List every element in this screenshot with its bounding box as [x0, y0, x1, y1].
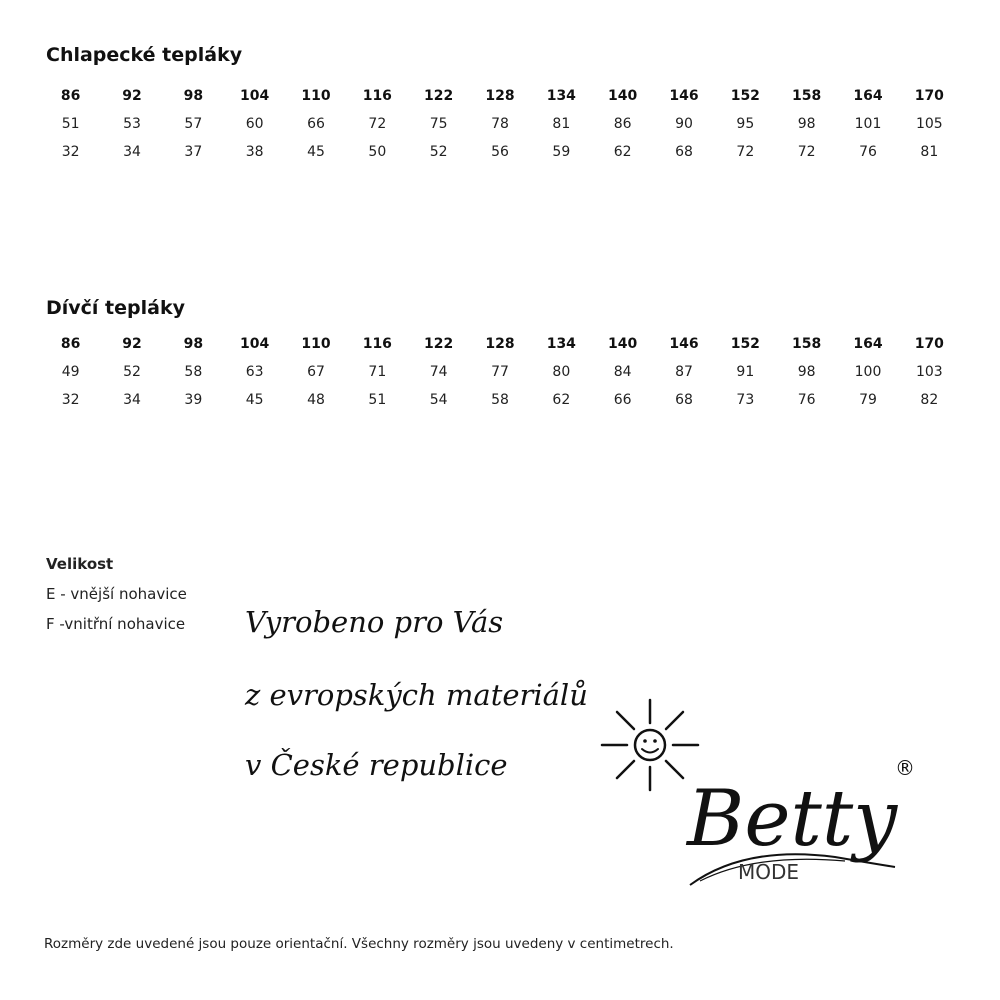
- girls-inner-cell: 82: [920, 392, 939, 408]
- boys-outer-cell: 51: [61, 116, 80, 132]
- boys-inner-cell: 38: [245, 144, 264, 160]
- girls-inner-cell: 58: [491, 392, 509, 408]
- girls-size-cell: 158: [792, 336, 822, 352]
- boys-size-cell: 158: [792, 88, 822, 104]
- boys-size-cell: 98: [183, 88, 204, 104]
- girls-inner-cell: 62: [552, 392, 571, 408]
- boys-inner-cell: 34: [123, 144, 141, 160]
- boys-size-cell: 140: [608, 88, 638, 104]
- girls-size-cell: 104: [240, 336, 270, 352]
- girls-size-cell: 128: [485, 336, 515, 352]
- girls-size-cell: 110: [301, 336, 331, 352]
- girls-inner-cell: 73: [736, 392, 755, 408]
- girls-size-cell: 146: [669, 336, 699, 352]
- girls-inner-cell: 39: [184, 392, 203, 408]
- girls-inner-cell: 54: [429, 392, 448, 408]
- girls-outer-cell: 103: [915, 364, 943, 380]
- boys-size-cell: 122: [424, 88, 454, 104]
- boys-inner-cell: 62: [613, 144, 632, 160]
- boys-outer-cell: 60: [245, 116, 264, 132]
- girls-outer-cell: 71: [368, 364, 387, 380]
- boys-outer-cell: 72: [368, 116, 387, 132]
- girls-size-cell: 134: [546, 336, 576, 352]
- boys-inner-cell: 52: [429, 144, 448, 160]
- boys-outer-cell: 78: [491, 116, 509, 132]
- boys-outer-cell: 66: [307, 116, 325, 132]
- boys-size-cell: 170: [914, 88, 944, 104]
- legend-title: [46, 555, 113, 573]
- sun-smile-icon: [602, 700, 698, 790]
- girls-inner-cell: 76: [797, 392, 816, 408]
- girls-size-cell: 92: [122, 336, 142, 352]
- girls-outer-cell: 58: [184, 364, 203, 380]
- girls-size-table: [40, 330, 960, 414]
- boys-size-cell: 146: [669, 88, 699, 104]
- girls-outer-cell: 49: [61, 364, 80, 380]
- girls-outer-cell: 74: [429, 364, 448, 380]
- girls-inner-cell: 48: [307, 392, 325, 408]
- girls-outer-cell: 84: [613, 364, 632, 380]
- boys-size-cell: 152: [730, 88, 760, 104]
- boys-size-cell: 128: [485, 88, 515, 104]
- boys-inner-cell: 68: [675, 144, 693, 160]
- girls-outer-cell: 67: [307, 364, 325, 380]
- legend-title-text: Velikost: [46, 555, 114, 573]
- boys-outer-cell: 105: [915, 116, 943, 132]
- girls-size-cell: 98: [183, 336, 204, 352]
- girls-size-cell: 86: [60, 336, 81, 352]
- boys-size-cell: 92: [122, 88, 142, 104]
- girls-size-cell: 116: [362, 336, 392, 352]
- legend-e: E - vnější nohavice: [46, 585, 187, 603]
- boys-outer-cell: 53: [123, 116, 141, 132]
- boys-outer-cell: 57: [184, 116, 203, 132]
- girls-inner-cell: 51: [368, 392, 387, 408]
- girls-table-title: Dívčí tepláky: [46, 297, 185, 319]
- boys-outer-cell: 81: [552, 116, 571, 132]
- boys-inner-cell: 45: [307, 144, 325, 160]
- boys-inner-cell: 37: [184, 144, 203, 160]
- registered-mark: ®: [895, 756, 915, 780]
- girls-inner-cell: 68: [675, 392, 693, 408]
- boys-inner-cell: 72: [736, 144, 755, 160]
- boys-size-cell: 86: [60, 88, 81, 104]
- girls-size-cell: 122: [424, 336, 454, 352]
- boys-table-title: Chlapecké tepláky: [46, 44, 243, 66]
- girls-size-cell: 164: [853, 336, 883, 352]
- brand-sub: MODE: [738, 860, 800, 884]
- boys-size-cell: 116: [362, 88, 392, 104]
- girls-inner-cell: 66: [613, 392, 632, 408]
- girls-inner-cell: 32: [61, 392, 80, 408]
- boys-inner-cell: 72: [797, 144, 816, 160]
- girls-outer-cell: 77: [491, 364, 509, 380]
- girls-outer-cell: 52: [123, 364, 141, 380]
- footer-note: Rozměry zde uvedené jsou pouze orientační. Všechny rozměry jsou uvedeny v centimetrech.: [44, 936, 674, 952]
- girls-size-cell: 170: [914, 336, 944, 352]
- slogan-line-2: z evropských materiálů: [245, 678, 588, 712]
- boys-outer-cell: 101: [854, 116, 882, 132]
- girls-outer-cell: 91: [736, 364, 755, 380]
- boys-inner-cell: 59: [552, 144, 571, 160]
- girls-outer-cell: 100: [854, 364, 882, 380]
- boys-outer-cell: 75: [429, 116, 448, 132]
- girls-outer-cell: 87: [675, 364, 693, 380]
- boys-size-cell: 164: [853, 88, 883, 104]
- slogan-line-1: Vyrobeno pro Vás: [245, 605, 504, 639]
- girls-outer-cell: 63: [245, 364, 264, 380]
- legend-f: F -vnitřní nohavice: [46, 615, 186, 633]
- boys-outer-cell: 95: [736, 116, 755, 132]
- girls-inner-cell: 34: [123, 392, 141, 408]
- boys-inner-cell: 50: [368, 144, 387, 160]
- boys-size-cell: 110: [301, 88, 331, 104]
- girls-inner-cell: 45: [245, 392, 264, 408]
- boys-outer-cell: 90: [675, 116, 693, 132]
- girls-size-cell: 140: [608, 336, 638, 352]
- brand-name: Betty: [687, 774, 898, 864]
- boys-inner-cell: 76: [859, 144, 877, 160]
- boys-size-cell: 104: [240, 88, 270, 104]
- boys-inner-cell: 81: [920, 144, 939, 160]
- slogan-line-3: v České republice: [245, 748, 508, 782]
- girls-outer-cell: 80: [552, 364, 571, 380]
- boys-outer-cell: 98: [797, 116, 816, 132]
- boys-outer-cell: 86: [613, 116, 632, 132]
- boys-size-table: [40, 82, 960, 166]
- boys-size-cell: 134: [546, 88, 576, 104]
- boys-inner-cell: 56: [491, 144, 509, 160]
- girls-inner-cell: 79: [859, 392, 877, 408]
- girls-outer-cell: 98: [797, 364, 816, 380]
- boys-inner-cell: 32: [61, 144, 80, 160]
- betty-mode-logo: [595, 695, 925, 890]
- girls-size-cell: 152: [730, 336, 760, 352]
